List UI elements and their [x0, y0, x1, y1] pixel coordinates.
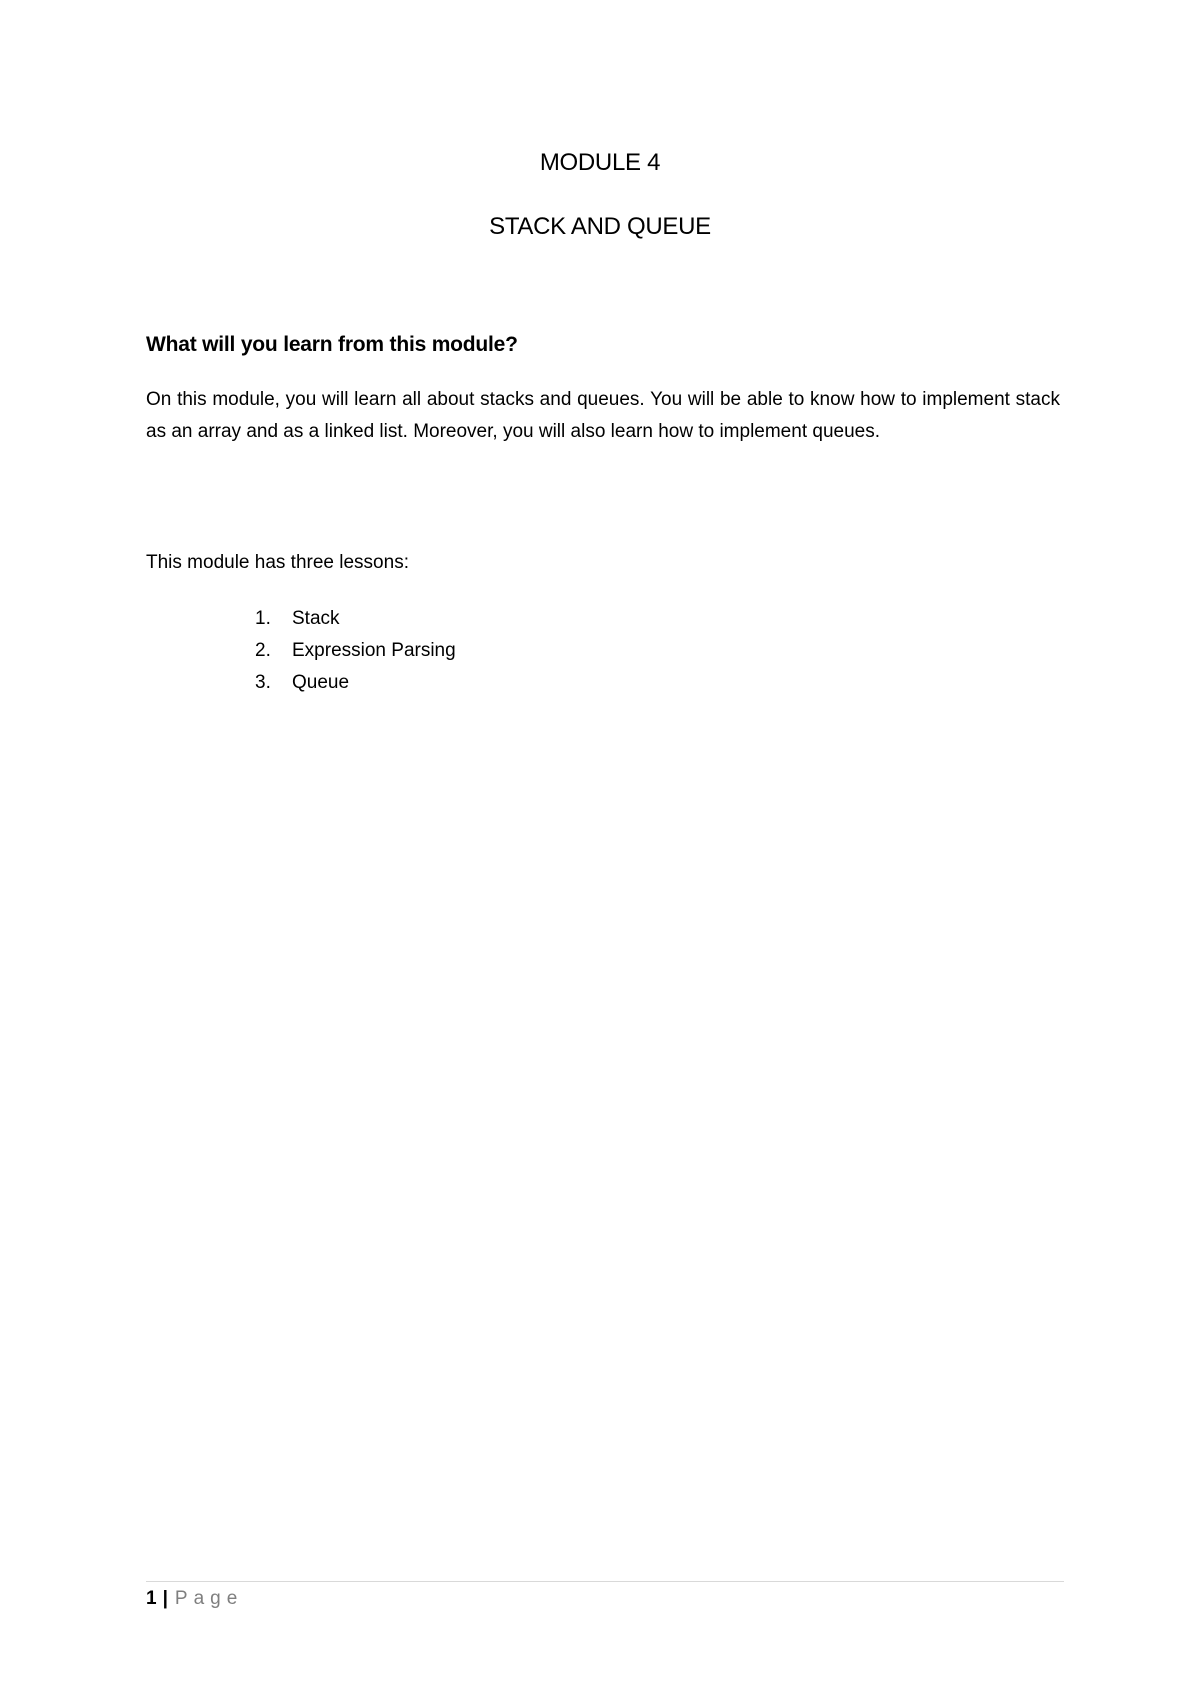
- intro-paragraph: On this module, you will learn all about stacks and queues. You will be able to know how to implement stack as an array and as a linked list. Moreover, you will also learn how to implement queues.: [146, 389, 1060, 442]
- list-item: [255, 667, 456, 699]
- module-topic-title: STACK AND QUEUE: [489, 213, 711, 240]
- footer-divider: [146, 1581, 1064, 1582]
- page-label: Page: [174, 1588, 244, 1609]
- list-item-number: 1.: [255, 608, 271, 629]
- lessons-intro: This module has three lessons:: [146, 552, 409, 573]
- page-number: 1: [146, 1588, 157, 1609]
- section-heading: What will you learn from this module?: [146, 333, 518, 356]
- list-item: [255, 603, 456, 635]
- list-item-label: Stack: [292, 608, 340, 629]
- list-item-label: Queue: [292, 672, 350, 693]
- list-item-number: 2.: [255, 640, 271, 661]
- list-item: [255, 635, 456, 667]
- lessons-list: [255, 603, 456, 699]
- footer-separator: |: [162, 1588, 168, 1609]
- list-item-label: Expression Parsing: [292, 640, 456, 661]
- list-item-number: 3.: [255, 672, 271, 693]
- page-footer: [146, 1588, 243, 1610]
- module-number-title: MODULE 4: [539, 149, 661, 176]
